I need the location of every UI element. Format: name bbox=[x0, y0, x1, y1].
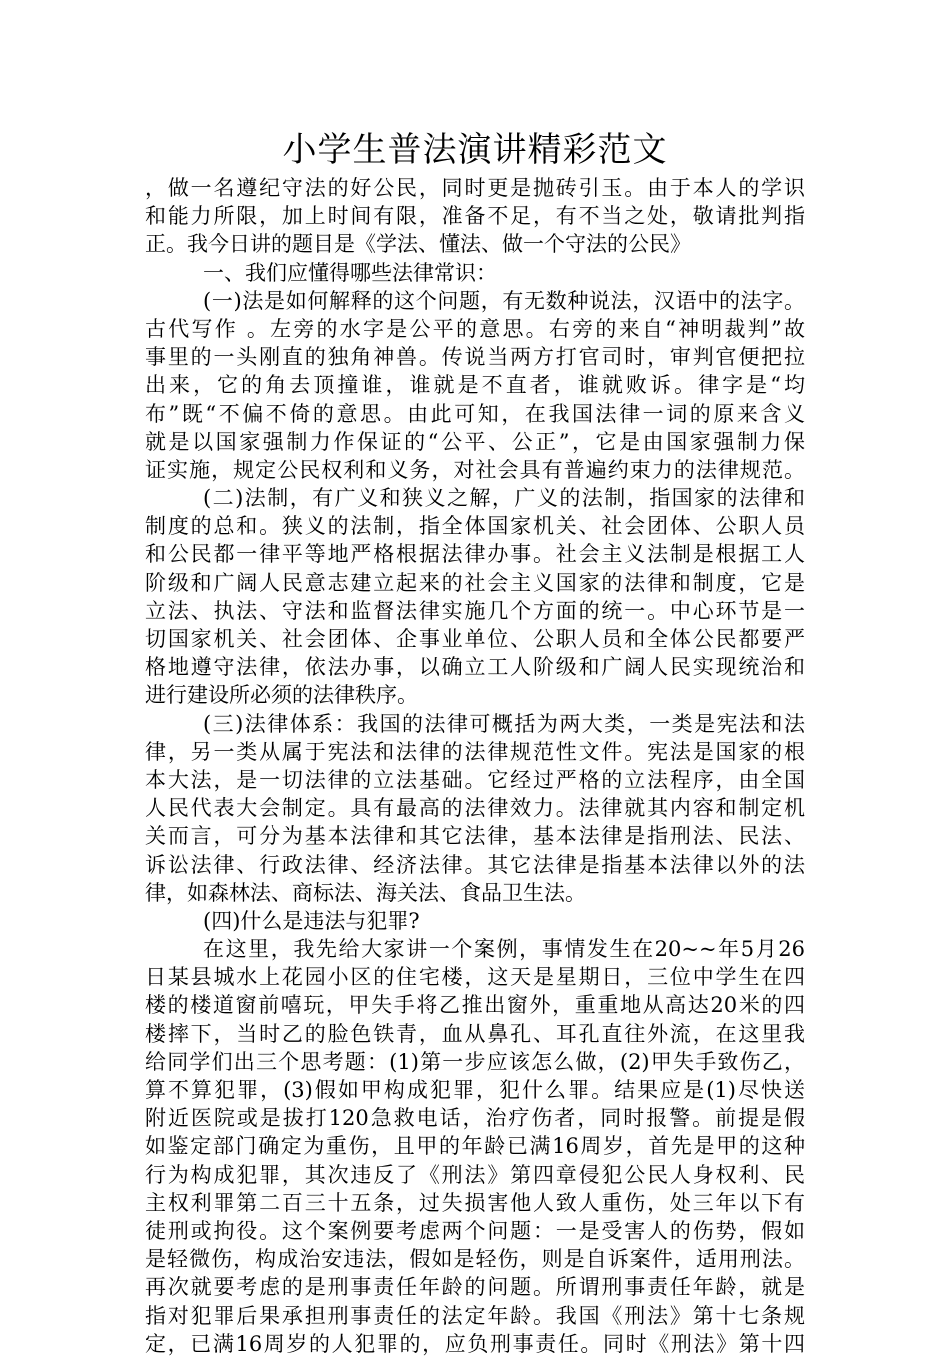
text-line: 正。我今日讲的题目是《学法、懂法、做一个守法的公民》 bbox=[145, 232, 691, 257]
document-body bbox=[145, 174, 805, 1358]
text-line: 定，已满16周岁的人犯罪的，应负刑事责任。同时《刑法》第十四 bbox=[145, 1331, 805, 1356]
text-line: 是轻微伤，构成治安违法，假如是轻伤，则是自诉案件，适用刑法。 bbox=[145, 1247, 805, 1272]
text-line: 行为构成犯罪，其次违反了《刑法》第四章侵犯公民人身权利、民 bbox=[145, 1162, 805, 1187]
text-line: 事里的一头刚直的独角神兽。传说当两方打官司时，审判官便把拉 bbox=[145, 345, 805, 370]
text-line: 日某县城水上花园小区的住宅楼，这天是星期日，三位中学生在四 bbox=[145, 965, 805, 990]
text-line: 附近医院或是拔打120急救电话，治疗伤者，同时报警。前提是假 bbox=[145, 1106, 805, 1131]
text-line: 如鉴定部门确定为重伤，且甲的年龄已满16周岁，首先是甲的这种 bbox=[145, 1134, 805, 1159]
text-line: 关而言，可分为基本法律和其它法律，基本法律是指刑法、民法、 bbox=[145, 824, 805, 849]
text-line: 就是以国家强制力作保证的“公平、公正”，它是由国家强制力保 bbox=[145, 429, 805, 454]
section-heading: 一、我们应懂得哪些法律常识： bbox=[203, 260, 497, 285]
text-line: 立法、执法、守法和监督法律实施几个方面的统一。中心环节是一 bbox=[145, 598, 805, 623]
text-line: 算不算犯罪，(3)假如甲构成犯罪，犯什么罪。结果应是(1)尽快送 bbox=[145, 1078, 805, 1102]
text-line: 给同学们出三个思考题：(1)第一步应该怎么做，(2)甲失手致伤乙， bbox=[145, 1049, 805, 1074]
text-line: 证实施，规定公民权利和义务，对社会具有普遍约束力的法律规范。 bbox=[145, 457, 805, 482]
text-line: 人民代表大会制定。具有最高的法律效力。法律就其内容和制定机 bbox=[145, 796, 805, 821]
text-line: ，做一名遵纪守法的好公民，同时更是抛砖引玉。由于本人的学识 bbox=[145, 176, 805, 200]
text-line: 阶级和广阔人民意志建立起来的社会主义国家的法律和制度，它是 bbox=[145, 570, 805, 595]
paragraph-start-line: (二)法制，有广义和狭义之解，广义的法制，指国家的法律和 bbox=[203, 486, 805, 511]
text-line: 律，另一类从属于宪法和法律的法律规范性文件。宪法是国家的根 bbox=[145, 739, 805, 764]
section-heading: (四)什么是违法与犯罪? bbox=[203, 908, 420, 933]
text-line: 徒刑或拘役。这个案例要考虑两个问题：一是受害人的伤势，假如 bbox=[145, 1218, 805, 1243]
text-line: 格地遵守法律，依法办事，以确立工人阶级和广阔人民实现统治和 bbox=[145, 655, 805, 680]
text-line: 布”既“不偏不倚的意思。由此可知，在我国法律一词的原来含义 bbox=[145, 401, 805, 426]
text-line: 再次就要考虑的是刑事责任年龄的问题。所谓刑事责任年龄，就是 bbox=[145, 1275, 805, 1300]
text-line: 制度的总和。狭义的法制，指全体国家机关、社会团体、公职人员 bbox=[145, 514, 805, 539]
text-line: 律，如森林法、商标法、海关法、食品卫生法。 bbox=[145, 880, 586, 905]
text-line: 切国家机关、社会团体、企事业单位、公职人员和全体公民都要严 bbox=[145, 627, 805, 651]
text-line: 和能力所限，加上时间有限，准备不足，有不当之处，敬请批判指 bbox=[145, 204, 805, 229]
text-line: 古代写作 。左旁的水字是公平的意思。右旁的来自“神明裁判”故 bbox=[145, 316, 805, 341]
text-line: 进行建设所必须的法律秩序。 bbox=[145, 683, 418, 708]
text-line: 指对犯罪后果承担刑事责任的法定年龄。我国《刑法》第十七条规 bbox=[145, 1303, 805, 1328]
paragraph-start-line: (一)法是如何解释的这个问题，有无数种说法，汉语中的法字。 bbox=[203, 288, 805, 313]
text-line: 楼摔下，当时乙的脸色铁青，血从鼻孔、耳孔直往外流，在这里我 bbox=[145, 1021, 805, 1046]
text-line: 楼的楼道窗前嘻玩，甲失手将乙推出窗外，重重地从高达20米的四 bbox=[145, 993, 805, 1018]
paragraph-start-line: (三)法律体系：我国的法律可概括为两大类，一类是宪法和法 bbox=[203, 711, 805, 736]
text-line: 出来，它的角去顶撞谁，谁就是不直者，谁就败诉。律字是“均 bbox=[145, 373, 805, 398]
text-line: 主权利罪第二百三十五条，过失损害他人致人重伤，处三年以下有 bbox=[145, 1190, 805, 1215]
page-title: 小学生普法演讲精彩范文 bbox=[282, 130, 668, 170]
text-line: 诉讼法律、行政法律、经济法律。其它法律是指基本法律以外的法 bbox=[145, 852, 805, 877]
paragraph-start-line: 在这里，我先给大家讲一个案例，事情发生在20~~年5月26 bbox=[203, 937, 805, 962]
text-line: 本大法，是一切法律的立法基础。它经过严格的立法程序，由全国 bbox=[145, 767, 805, 792]
text-line: 和公民都一律平等地严格根据法律办事。社会主义法制是根据工人 bbox=[145, 542, 805, 567]
